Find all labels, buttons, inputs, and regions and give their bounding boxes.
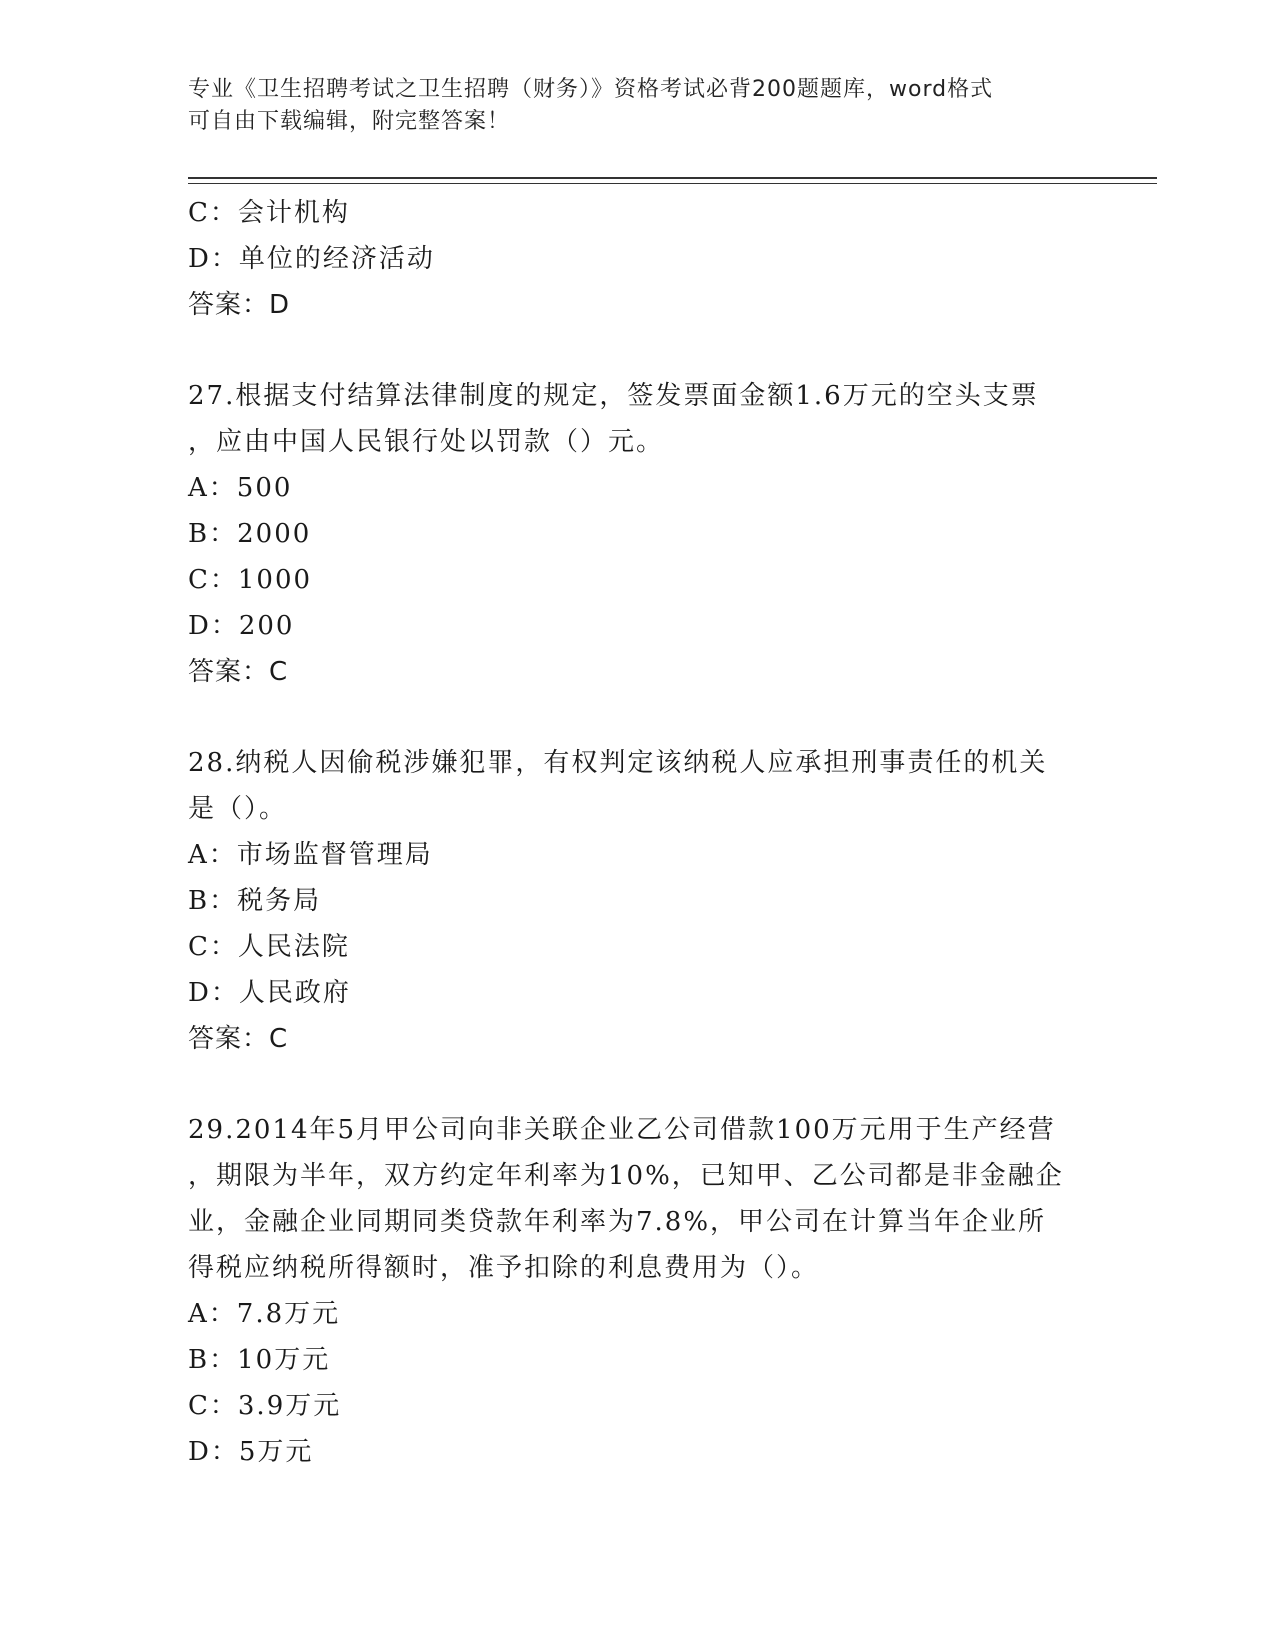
- question-stem-line: 29.2014年5月甲公司向非关联企业乙公司借款100万元用于生产经营: [188, 1115, 1056, 1145]
- option-c: C：人民法院: [188, 932, 350, 962]
- option-b: B：税务局: [188, 886, 322, 916]
- option-c: C：3.9万元: [188, 1391, 342, 1421]
- page-header: [188, 74, 1068, 138]
- question-content: [188, 190, 1088, 1475]
- option-b: B：2000: [188, 519, 312, 549]
- option-d: D：人民政府: [188, 978, 351, 1008]
- answer-line: 答案：D: [188, 290, 291, 320]
- option-c: C：1000: [188, 565, 313, 595]
- question-29: [188, 1107, 1088, 1475]
- question-stem-line: 是（）。: [188, 794, 288, 824]
- option-d: D：200: [188, 611, 295, 641]
- option-a: A：市场监督管理局: [188, 840, 433, 870]
- question-stem-line: 得税应纳税所得额时，准予扣除的利息费用为（）。: [188, 1253, 820, 1283]
- question-stem-line: 27.根据支付结算法律制度的规定，签发票面金额1.6万元的空头支票: [188, 381, 1039, 411]
- option-c: C：会计机构: [188, 198, 350, 228]
- option-a: A：500: [188, 473, 293, 503]
- header-divider-thin: [188, 183, 1157, 184]
- header-title-line-2: 可自由下载编辑，附完整答案！: [188, 109, 511, 134]
- question-stem-line: 28.纳税人因偷税涉嫌犯罪，有权判定该纳税人应承担刑事责任的机关: [188, 748, 1048, 778]
- question-stem-line: 业，金融企业同期同类贷款年利率为7.8%，甲公司在计算当年企业所: [188, 1207, 1047, 1237]
- option-b: B：10万元: [188, 1345, 331, 1375]
- question-stem-line: ，应由中国人民银行处以罚款（）元。: [188, 427, 665, 457]
- question-28: [188, 740, 1088, 1062]
- question-27: [188, 373, 1088, 695]
- option-a: A：7.8万元: [188, 1299, 341, 1329]
- question-stem-line: ，期限为半年，双方约定年利率为10%，已知甲、乙公司都是非金融企: [188, 1161, 1064, 1191]
- header-title-line-1: 专业《卫生招聘考试之卫生招聘（财务）》资格考试必背200题题库，word格式: [188, 77, 994, 102]
- question-26-tail: [188, 190, 1088, 328]
- option-d: D：5万元: [188, 1437, 314, 1467]
- answer-line: 答案：C: [188, 1024, 289, 1054]
- header-divider-thick: [188, 177, 1157, 179]
- answer-line: 答案：C: [188, 657, 289, 687]
- option-d: D：单位的经济活动: [188, 244, 435, 274]
